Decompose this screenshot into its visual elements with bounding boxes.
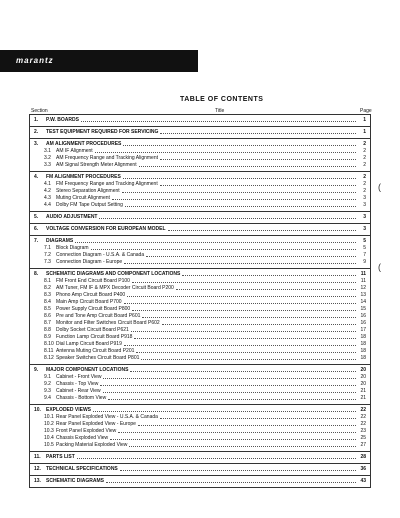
subsection-row — [34, 355, 366, 362]
entry-page: 21 — [360, 388, 366, 394]
entry-title: TEST EQUIPMENT REQUIRED FOR SERVICING — [46, 129, 159, 135]
subsection-row — [34, 202, 366, 209]
subsection-row — [34, 374, 366, 381]
entry-page: 1 — [363, 117, 366, 123]
dot-leader — [160, 418, 356, 419]
entry-page: 2 — [363, 155, 366, 161]
entry-number: 9.3 — [44, 388, 51, 394]
entry-page: 11 — [360, 278, 366, 284]
entry-title: FM Frequency Range and Tracking Alignment — [56, 181, 158, 187]
subsection-row — [34, 442, 366, 449]
entry-title: MAJOR COMPONENT LOCATIONS — [46, 367, 129, 373]
subsection-row — [34, 327, 366, 334]
entry-page: 11 — [360, 271, 366, 277]
entry-title: EXPLODED VIEWS — [46, 407, 92, 413]
entry-title: P.W. BOARDS — [46, 117, 79, 123]
entry-number: 1. — [34, 117, 39, 123]
entry-number: 4. — [34, 174, 39, 180]
toc-section — [29, 463, 371, 475]
dot-leader — [122, 192, 356, 193]
subsection-row — [34, 414, 366, 421]
entry-page: 2 — [363, 188, 366, 194]
entry-title: Antenna Muting Circuit Board P201 — [56, 348, 135, 354]
entry-title: TECHNICAL SPECIFICATIONS — [46, 466, 118, 472]
subsection-row — [34, 341, 366, 348]
entry-page: 3 — [363, 195, 366, 201]
entry-title: Cabinet - Front View — [56, 374, 102, 380]
toc-section — [29, 268, 371, 364]
section-row — [34, 214, 366, 221]
toc-section — [29, 211, 371, 223]
entry-title: VOLTAGE CONVERSION FOR EUROPEAN MODEL — [46, 226, 166, 232]
entry-number: 2. — [34, 129, 39, 135]
dot-leader — [129, 446, 356, 447]
entry-title: Rear Panel Exploded View - Europe — [56, 421, 136, 427]
entry-title: AM ALIGNMENT PROCEDURES — [46, 141, 122, 147]
entry-title: Block Diagram — [56, 245, 89, 251]
subsection-row — [34, 299, 366, 306]
dot-leader — [120, 470, 356, 471]
subsection-row — [34, 435, 366, 442]
margin-mark: ( — [378, 262, 381, 272]
entry-number: 4.1 — [44, 181, 51, 187]
entry-page: 3 — [363, 226, 366, 232]
entry-page: 3 — [363, 214, 366, 220]
toc-section — [29, 223, 371, 235]
subsection-row — [34, 259, 366, 266]
entry-page: 20 — [360, 374, 366, 380]
entry-page: 18 — [360, 355, 366, 361]
entry-title: Dolby FM Tape Output Setting — [56, 202, 123, 208]
entry-title: Rear Panel Exploded View - U.S.A. & Canada — [56, 414, 158, 420]
entry-title: DIAGRAMS — [46, 238, 74, 244]
entry-title: Phono Amp Circuit Board P400 — [56, 292, 126, 298]
brand-logo: marantz — [16, 56, 54, 65]
dot-leader — [130, 371, 356, 372]
entry-number: 9.2 — [44, 381, 51, 387]
entry-number: 4.2 — [44, 188, 51, 194]
entry-number: 8.2 — [44, 285, 51, 291]
entry-number: 8.7 — [44, 320, 51, 326]
section-row — [34, 466, 366, 473]
entry-number: 7.1 — [44, 245, 51, 251]
section-row — [34, 454, 366, 461]
entry-page: 36 — [360, 466, 366, 472]
dot-leader — [91, 249, 356, 250]
subsection-row — [34, 320, 366, 327]
subsection-row — [34, 334, 366, 341]
entry-title: PARTS LIST — [46, 454, 75, 460]
dot-leader — [141, 359, 356, 360]
subsection-row — [34, 348, 366, 355]
entry-page: 16 — [360, 313, 366, 319]
section-row — [34, 407, 366, 414]
subsection-row — [34, 313, 366, 320]
dot-leader — [168, 230, 356, 231]
entry-title: Dial Lamp Circuit Board P919 — [56, 341, 122, 347]
section-row — [34, 174, 366, 181]
entry-page: 2 — [363, 181, 366, 187]
dot-leader — [160, 185, 356, 186]
entry-title: FM ALIGNMENT PROCEDURES — [46, 174, 121, 180]
dot-leader — [106, 482, 356, 483]
dot-leader — [146, 256, 356, 257]
dot-leader — [131, 331, 356, 332]
entry-title: Monitor and Filter Switches Circuit Board P602 — [56, 320, 160, 326]
subsection-row — [34, 148, 366, 155]
entry-number: 10.5 — [44, 442, 54, 448]
table-of-contents — [29, 114, 371, 488]
entry-title: Function Lamp Circuit Board P918 — [56, 334, 133, 340]
dot-leader — [112, 199, 356, 200]
header-page: Page — [360, 108, 372, 114]
entry-number: 8.11 — [44, 348, 54, 354]
entry-number: 10.2 — [44, 421, 54, 427]
entry-title: Connection Diagram - Europe — [56, 259, 123, 265]
dot-leader — [134, 338, 356, 339]
subsection-row — [34, 388, 366, 395]
dot-leader — [99, 218, 356, 219]
entry-page: 18 — [360, 334, 366, 340]
entry-page: 16 — [360, 320, 366, 326]
entry-title: SCHEMATIC DIAGRAMS AND COMPONENT LOCATIONS — [46, 271, 181, 277]
entry-title: Power Supply Circuit Board P800 — [56, 306, 131, 312]
toc-section — [29, 171, 371, 211]
section-row — [34, 478, 366, 485]
brand-banner — [0, 50, 198, 72]
entry-title: Cabinet - Rear View — [56, 388, 101, 394]
entry-number: 8.10 — [44, 341, 54, 347]
dot-leader — [136, 352, 356, 353]
entry-number: 10. — [34, 407, 41, 413]
subsection-row — [34, 188, 366, 195]
subsection-row — [34, 155, 366, 162]
entry-title: Chassis Exploded View — [56, 435, 109, 441]
entry-title: Muting Circuit Alignment — [56, 195, 110, 201]
entry-page: 17 — [360, 327, 366, 333]
entry-number: 4.4 — [44, 202, 51, 208]
dot-leader — [139, 166, 356, 167]
entry-number: 10.4 — [44, 435, 54, 441]
entry-page: 2 — [363, 148, 366, 154]
entry-title: Packing Material Exploded View — [56, 442, 128, 448]
entry-page: 20 — [360, 381, 366, 387]
dot-leader — [81, 121, 356, 122]
entry-title: FM Front End Circuit Board P100 — [56, 278, 130, 284]
entry-number: 3.3 — [44, 162, 51, 168]
entry-number: 3.2 — [44, 155, 51, 161]
entry-page: 23 — [360, 428, 366, 434]
dot-leader — [75, 242, 356, 243]
entry-page: 5 — [363, 238, 366, 244]
dot-leader — [77, 458, 356, 459]
section-row — [34, 129, 366, 136]
dot-leader — [142, 317, 356, 318]
entry-number: 8.4 — [44, 299, 51, 305]
entry-page: 1 — [363, 129, 366, 135]
entry-page: 28 — [360, 454, 366, 460]
subsection-row — [34, 306, 366, 313]
dot-leader — [182, 275, 356, 276]
entry-page: 14 — [360, 299, 366, 305]
section-row — [34, 141, 366, 148]
dot-leader — [132, 310, 356, 311]
entry-page: 25 — [360, 435, 366, 441]
dot-leader — [123, 178, 356, 179]
toc-section — [29, 404, 371, 451]
dot-leader — [138, 425, 356, 426]
entry-number: 9. — [34, 367, 39, 373]
entry-page: 15 — [360, 306, 366, 312]
section-row — [34, 226, 366, 233]
entry-title: AM Tuner, FM IF & MPX Decoder Circuit Board P200 — [56, 285, 174, 291]
entry-number: 8.8 — [44, 327, 51, 333]
dot-leader — [103, 392, 356, 393]
entry-number: 4.3 — [44, 195, 51, 201]
entry-page: 2 — [363, 174, 366, 180]
toc-section — [29, 114, 371, 126]
dot-leader — [103, 378, 356, 379]
section-row — [34, 238, 366, 245]
entry-title: AM IF Alignment — [56, 148, 93, 154]
entry-page: 2 — [363, 162, 366, 168]
entry-page: 18 — [360, 341, 366, 347]
margin-mark: ( — [378, 182, 381, 192]
entry-number: 3. — [34, 141, 39, 147]
section-row — [34, 367, 366, 374]
entry-title: Speaker Switches Circuit Board P801 — [56, 355, 140, 361]
subsection-row — [34, 285, 366, 292]
entry-number: 5. — [34, 214, 39, 220]
entry-page: 22 — [360, 414, 366, 420]
dot-leader — [124, 263, 356, 264]
entry-title: Stereo Separation Alignment — [56, 188, 120, 194]
subsection-row — [34, 395, 366, 402]
dot-leader — [125, 206, 356, 207]
entry-title: Pre and Tone Amp Circuit Board P601 — [56, 313, 141, 319]
entry-page: 27 — [360, 442, 366, 448]
dot-leader — [124, 345, 356, 346]
subsection-row — [34, 181, 366, 188]
entry-number: 3.1 — [44, 148, 51, 154]
entry-page: 43 — [360, 478, 366, 484]
toc-section — [29, 451, 371, 463]
toc-section — [29, 126, 371, 138]
entry-page: 5 — [363, 245, 366, 251]
entry-number: 10.3 — [44, 428, 54, 434]
subsection-row — [34, 381, 366, 388]
entry-number: 8.9 — [44, 334, 51, 340]
header-title: Title — [215, 108, 225, 114]
dot-leader — [160, 159, 356, 160]
entry-page: 2 — [363, 141, 366, 147]
entry-number: 8.6 — [44, 313, 51, 319]
dot-leader — [160, 133, 356, 134]
entry-number: 8.5 — [44, 306, 51, 312]
page-title: TABLE OF CONTENTS — [180, 96, 264, 103]
subsection-row — [34, 278, 366, 285]
entry-number: 8.3 — [44, 292, 51, 298]
dot-leader — [176, 289, 356, 290]
entry-title: Chassis - Bottom View — [56, 395, 107, 401]
entry-number: 7. — [34, 238, 39, 244]
entry-page: 18 — [360, 348, 366, 354]
header-section: Section — [31, 108, 48, 114]
entry-number: 9.1 — [44, 374, 51, 380]
subsection-row — [34, 252, 366, 259]
entry-number: 12. — [34, 466, 41, 472]
subsection-row — [34, 428, 366, 435]
section-row — [34, 271, 366, 278]
entry-number: 13. — [34, 478, 41, 484]
dot-leader — [95, 152, 356, 153]
entry-title: Connection Diagram - U.S.A. & Canada — [56, 252, 145, 258]
dot-leader — [108, 399, 356, 400]
entry-page: 9 — [363, 259, 366, 265]
subsection-row — [34, 292, 366, 299]
toc-section — [29, 138, 371, 171]
entry-number: 11. — [34, 454, 41, 460]
entry-number: 8.1 — [44, 278, 51, 284]
section-row — [34, 117, 366, 124]
entry-page: 20 — [360, 367, 366, 373]
entry-page: 13 — [360, 292, 366, 298]
subsection-row — [34, 245, 366, 252]
entry-title: AM Frequency Range and Tracking Alignment — [56, 155, 158, 161]
dot-leader — [162, 324, 356, 325]
toc-section — [29, 235, 371, 268]
entry-title: Main Amp Circuit Board P700 — [56, 299, 122, 305]
entry-number: 10.1 — [44, 414, 54, 420]
entry-title: Front Panel Exploded View — [56, 428, 117, 434]
entry-title: Chassis - Top View — [56, 381, 99, 387]
entry-page: 22 — [360, 421, 366, 427]
dot-leader — [100, 385, 356, 386]
dot-leader — [127, 296, 356, 297]
entry-number: 8.12 — [44, 355, 54, 361]
dot-leader — [93, 411, 356, 412]
entry-page: 12 — [360, 285, 366, 291]
toc-section — [29, 364, 371, 404]
entry-number: 6. — [34, 226, 39, 232]
entry-page: 7 — [363, 252, 366, 258]
entry-title: SCHEMATIC DIAGRAMS — [46, 478, 104, 484]
dot-leader — [110, 439, 356, 440]
subsection-row — [34, 195, 366, 202]
entry-title: AM Signal Strength Meter Alignment — [56, 162, 137, 168]
entry-number: 7.2 — [44, 252, 51, 258]
entry-page: 22 — [360, 407, 366, 413]
toc-section — [29, 475, 371, 488]
entry-page: 3 — [363, 202, 366, 208]
entry-title: AUDIO ADJUSTMENT — [46, 214, 98, 220]
subsection-row — [34, 162, 366, 169]
entry-number: 9.4 — [44, 395, 51, 401]
entry-page: 21 — [360, 395, 366, 401]
entry-number: 7.3 — [44, 259, 51, 265]
subsection-row — [34, 421, 366, 428]
entry-number: 8. — [34, 271, 39, 277]
dot-leader — [118, 432, 356, 433]
dot-leader — [123, 145, 356, 146]
dot-leader — [124, 303, 356, 304]
entry-title: Dolby Socket Circuit Board P621 — [56, 327, 129, 333]
dot-leader — [132, 282, 356, 283]
